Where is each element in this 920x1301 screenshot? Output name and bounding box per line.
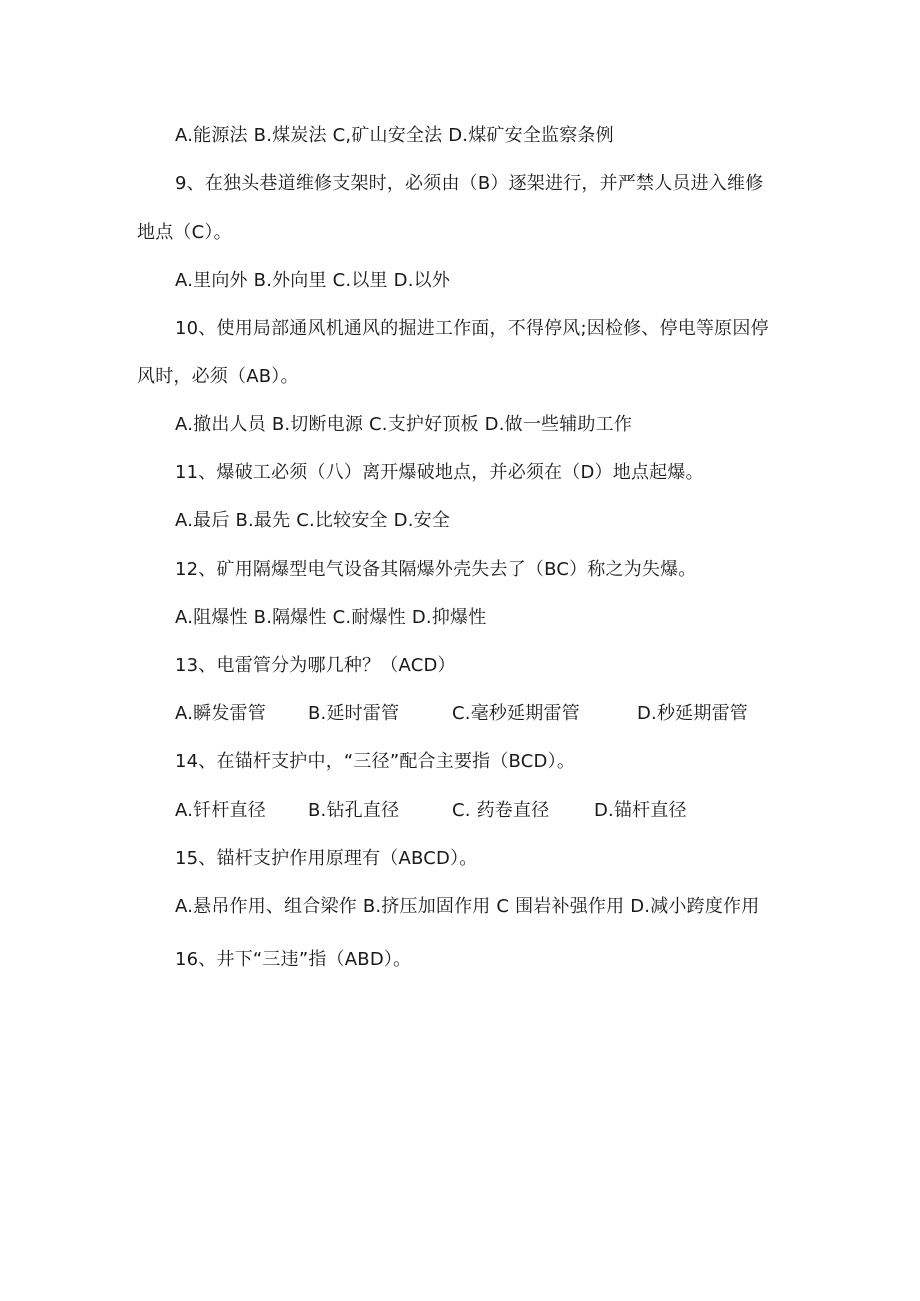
q11-options: A.最后 B.最先 C.比较安全 D.安全 xyxy=(175,510,451,531)
q9-text-line1: 9、在独头巷道维修支架时，必须由（B）逐架进行，并严禁人员进入维修 xyxy=(175,173,764,194)
q13-option-a: A.瞬发雷管 xyxy=(175,703,266,724)
q8-options: A.能源法 B.煤炭法 C,矿山安全法 D.煤矿安全监察条例 xyxy=(175,125,614,146)
q13-option-d: D.秒延期雷管 xyxy=(637,703,748,724)
q9-text-line2: 地点（C）。 xyxy=(137,222,232,243)
q16-text: 16、井下“三违”指（ABD）。 xyxy=(175,949,412,970)
q13-option-b: B.延时雷管 xyxy=(308,703,400,724)
q10-options: A.撤出人员 B.切断电源 C.支护好顶板 D.做一些辅助工作 xyxy=(175,414,633,435)
q15-text: 15、锚杆支护作用原理有（ABCD）。 xyxy=(175,848,478,869)
q14-option-b: B.钻孔直径 xyxy=(308,800,400,821)
q14-text: 14、在锚杆支护中，“三径”配合主要指（BCD）。 xyxy=(175,751,576,772)
q14-option-a: A.钎杆直径 xyxy=(175,800,266,821)
q11-text: 11、爆破工必须（八）离开爆破地点，并必须在（D）地点起爆。 xyxy=(175,462,704,483)
q10-text-line1: 10、使用局部通风机通风的掘进工作面，不得停风;因检修、停电等原因停 xyxy=(175,318,769,339)
q13-option-c: C.毫秒延期雷管 xyxy=(452,703,580,724)
q14-option-c: C. 药卷直径 xyxy=(452,800,550,821)
q10-text-line2: 风时，必须（AB）。 xyxy=(137,366,299,387)
q14-option-d: D.锚杆直径 xyxy=(594,800,687,821)
q12-options: A.阻爆性 B.隔爆性 C.耐爆性 D.抑爆性 xyxy=(175,607,487,628)
q9-options: A.里向外 B.外向里 C.以里 D.以外 xyxy=(175,270,451,291)
q13-text: 13、电雷管分为哪几种？（ACD） xyxy=(175,655,456,676)
q12-text: 12、矿用隔爆型电气设备其隔爆外壳失去了（BC）称之为失爆。 xyxy=(175,559,697,580)
q15-options: A.悬吊作用、组合梁作 B.挤压加固作用 C 围岩补强作用 D.减小跨度作用 xyxy=(175,896,760,917)
